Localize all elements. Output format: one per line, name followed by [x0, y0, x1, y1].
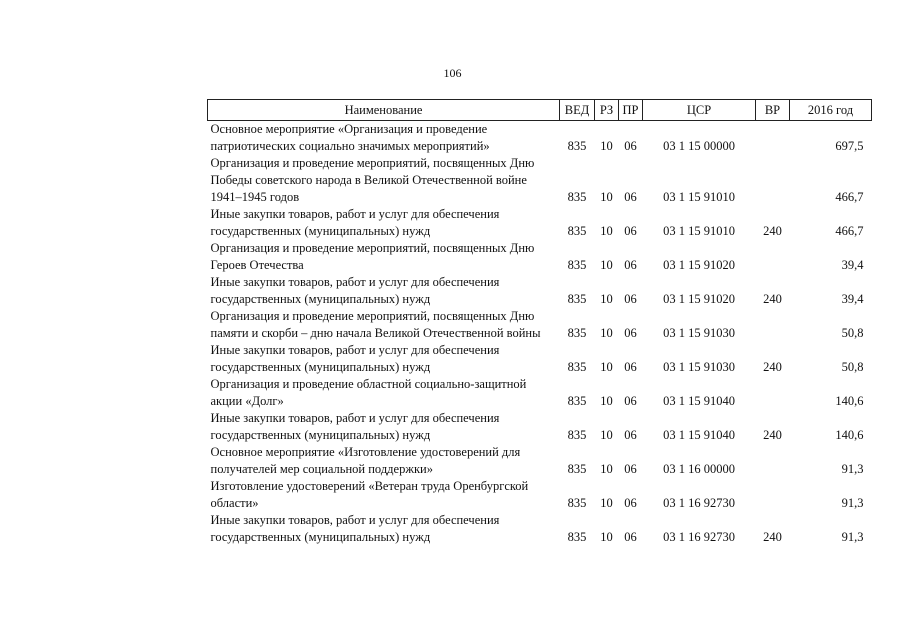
cell-pr: 06 [624, 326, 637, 340]
cell-name: Организация и проведение мероприятий, посвященных Дню Победы советского народа в Великой Отечественной войне 1941–1945 годов [210, 156, 535, 204]
table-header-row [208, 100, 872, 121]
cell-vr: 240 [763, 530, 782, 544]
cell-pr: 06 [624, 496, 637, 510]
table-row [208, 308, 872, 342]
budget-table [207, 99, 872, 546]
cell-pr: 06 [624, 139, 637, 153]
cell-ved: 835 [567, 462, 587, 476]
cell-amount: 39,4 [841, 292, 864, 306]
table-row [208, 410, 872, 444]
table-row [208, 444, 872, 478]
cell-pr: 06 [624, 258, 637, 272]
cell-pr: 06 [624, 428, 637, 442]
cell-ved: 835 [567, 530, 587, 544]
table-row [208, 274, 872, 308]
cell-ved: 835 [567, 326, 587, 340]
cell-rz: 10 [600, 326, 613, 340]
cell-amount: 466,7 [835, 224, 864, 238]
cell-vr [756, 444, 790, 478]
table-row [208, 512, 872, 546]
table-row [208, 478, 872, 512]
cell-amount: 39,4 [841, 258, 864, 272]
cell-csr: 03 1 15 91010 [663, 190, 735, 204]
table-body [208, 121, 872, 547]
cell-name: Изготовление удостоверений «Ветеран труда Оренбургской области» [210, 479, 529, 510]
table-row [208, 376, 872, 410]
cell-amount: 697,5 [835, 139, 864, 153]
cell-csr: 03 1 15 00000 [663, 139, 735, 153]
cell-name: Основное мероприятие «Организация и проведение патриотических социально значимых мероприятий» [210, 122, 490, 153]
cell-rz: 10 [600, 360, 613, 374]
cell-rz: 10 [600, 139, 613, 153]
cell-vr: 240 [763, 292, 782, 306]
header-pr: ПР [619, 100, 643, 121]
cell-ved: 835 [567, 292, 587, 306]
cell-ved: 835 [567, 360, 587, 374]
cell-rz: 10 [600, 292, 613, 306]
cell-name: Иные закупки товаров, работ и услуг для обеспечения государственных (муниципальных) нужд [210, 411, 500, 442]
cell-ved: 835 [567, 190, 587, 204]
cell-amount: 50,8 [841, 360, 864, 374]
cell-name: Иные закупки товаров, работ и услуг для обеспечения государственных (муниципальных) нужд [210, 343, 500, 374]
cell-rz: 10 [600, 394, 613, 408]
table-row [208, 206, 872, 240]
cell-ved: 835 [567, 496, 587, 510]
cell-csr: 03 1 15 91030 [663, 326, 735, 340]
cell-ved: 835 [567, 428, 587, 442]
cell-pr: 06 [624, 394, 637, 408]
cell-csr: 03 1 15 91040 [663, 428, 735, 442]
cell-csr: 03 1 15 91010 [663, 224, 735, 238]
cell-csr: 03 1 16 00000 [663, 462, 735, 476]
cell-vr [756, 308, 790, 342]
cell-vr [756, 478, 790, 512]
cell-rz: 10 [600, 428, 613, 442]
cell-vr: 240 [763, 360, 782, 374]
cell-name: Иные закупки товаров, работ и услуг для обеспечения государственных (муниципальных) нужд [210, 207, 500, 238]
cell-name: Организация и проведение мероприятий, посвященных Дню Героев Отечества [210, 241, 535, 272]
cell-pr: 06 [624, 360, 637, 374]
cell-pr: 06 [624, 292, 637, 306]
cell-rz: 10 [600, 258, 613, 272]
header-year: 2016 год [790, 100, 872, 121]
header-vr: ВР [756, 100, 790, 121]
cell-name: Организация и проведение областной социально-защитной акции «Долг» [210, 377, 527, 408]
table-row [208, 121, 872, 156]
table-row [208, 155, 872, 206]
cell-amount: 91,3 [841, 530, 864, 544]
cell-csr: 03 1 15 91030 [663, 360, 735, 374]
cell-ved: 835 [567, 394, 587, 408]
cell-pr: 06 [624, 190, 637, 204]
cell-pr: 06 [624, 224, 637, 238]
header-rz: РЗ [595, 100, 619, 121]
header-csr: ЦСР [643, 100, 756, 121]
header-ved: ВЕД [560, 100, 595, 121]
cell-rz: 10 [600, 462, 613, 476]
cell-amount: 466,7 [835, 190, 864, 204]
cell-pr: 06 [624, 462, 637, 476]
page-number: 106 [443, 66, 462, 80]
cell-amount: 140,6 [835, 394, 864, 408]
cell-amount: 91,3 [841, 462, 864, 476]
cell-csr: 03 1 16 92730 [663, 496, 735, 510]
cell-csr: 03 1 16 92730 [663, 530, 735, 544]
cell-csr: 03 1 15 91020 [663, 258, 735, 272]
cell-rz: 10 [600, 190, 613, 204]
cell-vr [756, 240, 790, 274]
table-row [208, 240, 872, 274]
cell-amount: 140,6 [835, 428, 864, 442]
cell-ved: 835 [567, 224, 587, 238]
cell-vr [756, 376, 790, 410]
cell-pr: 06 [624, 530, 637, 544]
cell-name: Иные закупки товаров, работ и услуг для обеспечения государственных (муниципальных) нужд [210, 513, 500, 544]
cell-ved: 835 [567, 258, 587, 272]
table-row [208, 342, 872, 376]
cell-vr: 240 [763, 428, 782, 442]
cell-rz: 10 [600, 224, 613, 238]
cell-amount: 50,8 [841, 326, 864, 340]
cell-csr: 03 1 15 91040 [663, 394, 735, 408]
cell-name: Иные закупки товаров, работ и услуг для обеспечения государственных (муниципальных) нужд [210, 275, 500, 306]
cell-vr [756, 155, 790, 206]
cell-ved: 835 [567, 139, 587, 153]
cell-csr: 03 1 15 91020 [663, 292, 735, 306]
cell-rz: 10 [600, 496, 613, 510]
cell-amount: 91,3 [841, 496, 864, 510]
header-name: Наименование [208, 100, 560, 121]
cell-rz: 10 [600, 530, 613, 544]
cell-vr [756, 121, 790, 156]
cell-vr: 240 [763, 224, 782, 238]
cell-name: Организация и проведение мероприятий, посвященных Дню памяти и скорби – дню начала Великой Отечественной войны [210, 309, 541, 340]
cell-name: Основное мероприятие «Изготовление удостоверений для получателей мер социальной поддержки» [210, 445, 521, 476]
